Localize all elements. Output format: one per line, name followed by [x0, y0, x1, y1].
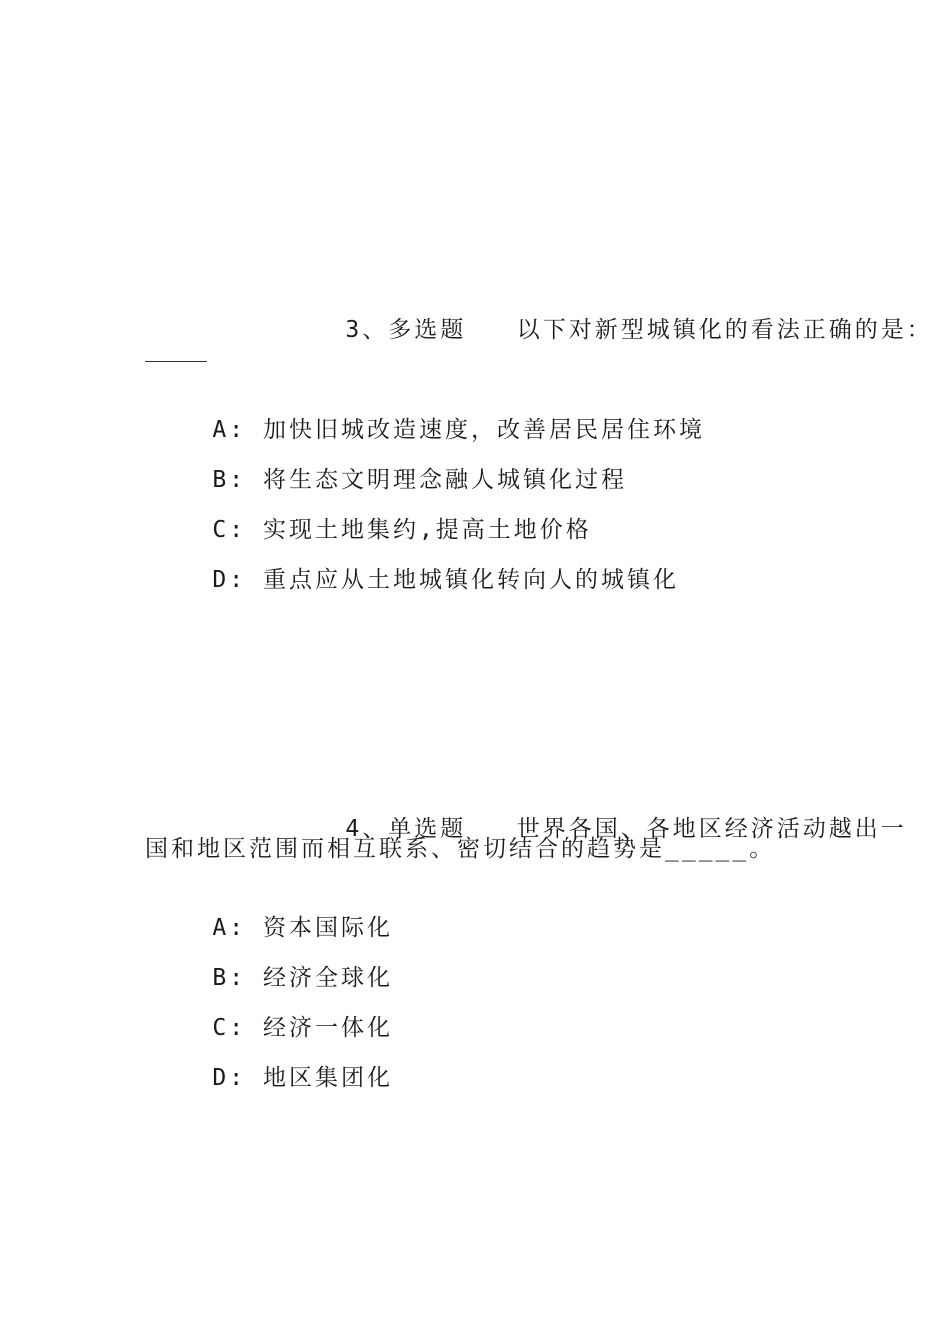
option-text: 经济一体化	[262, 1015, 393, 1041]
question-number: 4、	[345, 816, 389, 842]
question-number: 3、	[345, 317, 389, 343]
option-d	[145, 1033, 393, 1123]
question-4-stem-continued: 国和地区范围而相互联系、密切结合的趋势是_____。	[145, 836, 776, 862]
option-key: A:	[212, 417, 247, 443]
question-3-heading	[278, 285, 933, 375]
option-key: B:	[212, 965, 247, 991]
option-text: 重点应从土地城镇化转向人的城镇化	[262, 567, 679, 593]
question-stem: 世界各国、各地区经济活动越出一	[516, 816, 907, 842]
option-text: 经济全球化	[262, 965, 393, 991]
option-key: C:	[212, 1015, 247, 1041]
option-text: 加快旧城改造速度，改善居民居住环境	[262, 417, 705, 443]
option-text: 地区集团化	[262, 1065, 393, 1091]
option-key: C:	[212, 517, 247, 543]
option-key: A:	[212, 915, 247, 941]
option-text: 实现土地集约,提高土地价格	[262, 517, 592, 543]
option-text: 资本国际化	[262, 915, 393, 941]
option-d	[145, 535, 679, 625]
answer-blank	[145, 361, 207, 362]
question-type: 多选题	[388, 317, 467, 343]
option-key: D:	[212, 567, 247, 593]
option-text: 将生态文明理念融人城镇化过程	[262, 467, 627, 493]
option-key: B:	[212, 467, 247, 493]
question-type: 单选题	[388, 816, 467, 842]
option-key: D:	[212, 1065, 247, 1091]
question-stem: 以下对新型城镇化的看法正确的是：	[516, 317, 933, 343]
